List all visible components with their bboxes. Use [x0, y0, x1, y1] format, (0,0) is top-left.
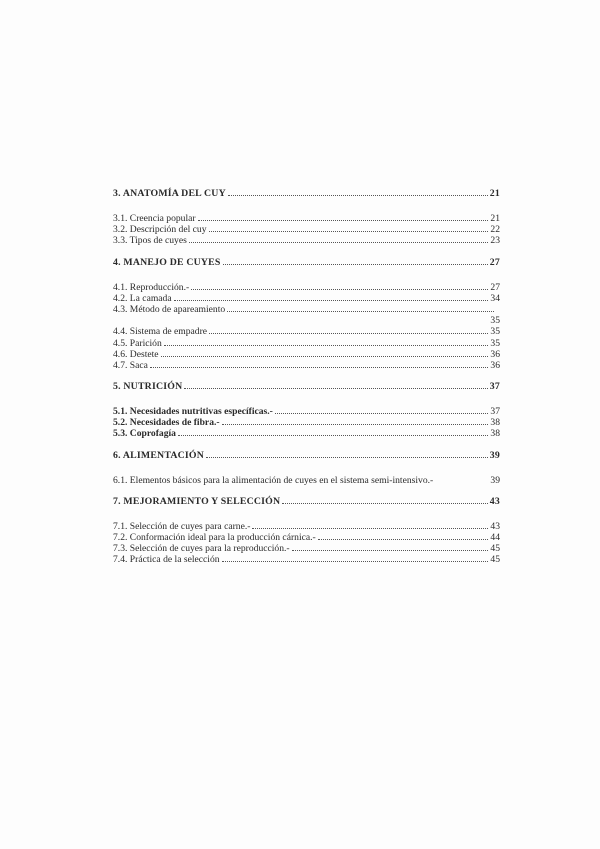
dot-leader [222, 424, 489, 425]
toc-heading-label: 7. MEJORAMIENTO Y SELECCIÓN [113, 495, 281, 507]
toc-entry-label: 4.2. La camada [113, 292, 172, 304]
toc-entry-4-6 [113, 349, 500, 360]
toc-entry-4-3 [113, 304, 500, 315]
toc-page-number: 38 [490, 417, 500, 429]
dot-leader [209, 231, 489, 232]
toc-entry-label: 4.1. Reproducción.- [113, 281, 190, 293]
dot-leader [228, 195, 488, 196]
toc-entry-7-3 [113, 543, 500, 554]
dot-leader [206, 457, 488, 458]
toc-entry-label: 5.3. Coprofagía [113, 428, 176, 440]
toc-entry-label: 3.1. Creencia popular [113, 213, 196, 224]
toc-entry-3-3 [113, 235, 500, 246]
toc-entry-6-1 [113, 475, 500, 486]
toc-heading-label: 4. MANEJO DE CUYES [113, 256, 221, 268]
toc-entry-3-1 [113, 213, 500, 224]
toc-entry-4-2 [113, 293, 500, 304]
toc-page-number: 39 [490, 474, 500, 486]
toc-heading-label: 6. ALIMENTACIÓN [113, 449, 204, 461]
toc-page-number: 44 [490, 532, 500, 543]
dot-leader [223, 264, 488, 265]
toc-entry-label: 7.3. Selección de cuyes para la reproducción.- [113, 543, 290, 555]
toc-page-number: 21 [489, 188, 500, 199]
toc-entry-7-4 [113, 554, 500, 565]
dot-leader [189, 242, 489, 243]
toc-page-number: 39 [489, 449, 500, 461]
toc-page-number: 38 [490, 428, 500, 440]
toc-entry-label: 7.1. Selección de cuyes para carne.- [113, 520, 251, 532]
toc-entry-4-3-page [113, 315, 500, 326]
dot-leader [198, 220, 489, 221]
toc-page-number: 37 [489, 381, 500, 393]
toc-entry-5-3 [113, 428, 500, 439]
toc-entry-label: 3.2. Descripción del cuy [113, 224, 207, 236]
toc-page-number: 43 [489, 495, 500, 507]
toc-page-number: 35 [490, 337, 500, 349]
toc-page-number: 22 [490, 224, 500, 236]
toc-page-number: 45 [490, 543, 500, 555]
toc-page-number: 27 [489, 256, 500, 268]
toc-page-number: 35 [490, 326, 500, 338]
dot-leader [282, 503, 488, 504]
toc-entry-label: 4.3. Método de apareamiento [113, 303, 226, 315]
toc-heading-label: 3. ANATOMÍA DEL CUY [113, 188, 226, 199]
dot-leader [222, 561, 489, 562]
toc-entry-7-2 [113, 532, 500, 543]
dot-leader [178, 435, 488, 436]
toc-page-number: 36 [490, 359, 500, 371]
toc-page-number: 43 [490, 520, 500, 532]
toc-page-number: 45 [490, 554, 500, 566]
toc-entry-5-1 [113, 406, 500, 417]
toc-entry-4-7 [113, 360, 500, 371]
toc-entry-label: 7.4. Práctica de la selección [113, 554, 220, 566]
dot-leader [275, 413, 489, 414]
dot-leader [191, 289, 488, 290]
toc-heading-4 [113, 257, 500, 269]
toc-heading-3 [113, 188, 500, 200]
dot-leader [174, 300, 489, 301]
dot-leader [184, 388, 487, 389]
toc-entry-4-1 [113, 282, 500, 293]
toc-entry-label: 4.5. Parición [113, 337, 162, 349]
table-of-contents [113, 188, 500, 566]
dot-leader [318, 539, 489, 540]
toc-heading-7 [113, 496, 500, 508]
toc-entry-4-5 [113, 338, 500, 349]
dot-leader [164, 345, 489, 346]
toc-page-number: 37 [490, 406, 500, 418]
toc-entry-label: 5.2. Necesidades de fibra.- [113, 417, 220, 429]
toc-entry-label: 4.4. Sistema de empadre [113, 326, 208, 338]
toc-entry-label: 4.7. Saca [113, 359, 148, 371]
dot-leader [161, 356, 489, 357]
dot-leader [150, 367, 489, 368]
toc-entry-label: 4.6. Destete [113, 348, 159, 360]
toc-page-number: 34 [490, 292, 500, 304]
toc-entry-4-4 [113, 326, 500, 337]
toc-entry-label: 3.3. Tipos de cuyes [113, 235, 187, 247]
toc-page-number: 23 [490, 235, 500, 247]
toc-entry-5-2 [113, 417, 500, 428]
toc-page-number: 36 [490, 348, 500, 360]
dot-leader [227, 311, 494, 312]
toc-heading-5 [113, 381, 500, 393]
toc-entry-label: 6.1. Elementos básicos para la alimentación de cuyes en el sistema semi-intensivo.- [113, 474, 434, 486]
toc-page-number: 27 [490, 281, 500, 293]
toc-page-number: 21 [490, 213, 500, 224]
toc-entry-label: 5.1. Necesidades nutritivas específicas.- [113, 406, 273, 418]
toc-entry-label: 7.2. Conformación ideal para la producción cárnica.- [113, 532, 316, 543]
toc-page-number: 35 [490, 315, 500, 327]
toc-heading-6 [113, 450, 500, 462]
toc-entry-7-1 [113, 521, 500, 532]
dot-leader [209, 333, 488, 334]
dot-leader [292, 550, 489, 551]
toc-entry-3-2 [113, 224, 500, 235]
toc-heading-label: 5. NUTRICIÓN [113, 381, 183, 393]
dot-leader [252, 528, 488, 529]
